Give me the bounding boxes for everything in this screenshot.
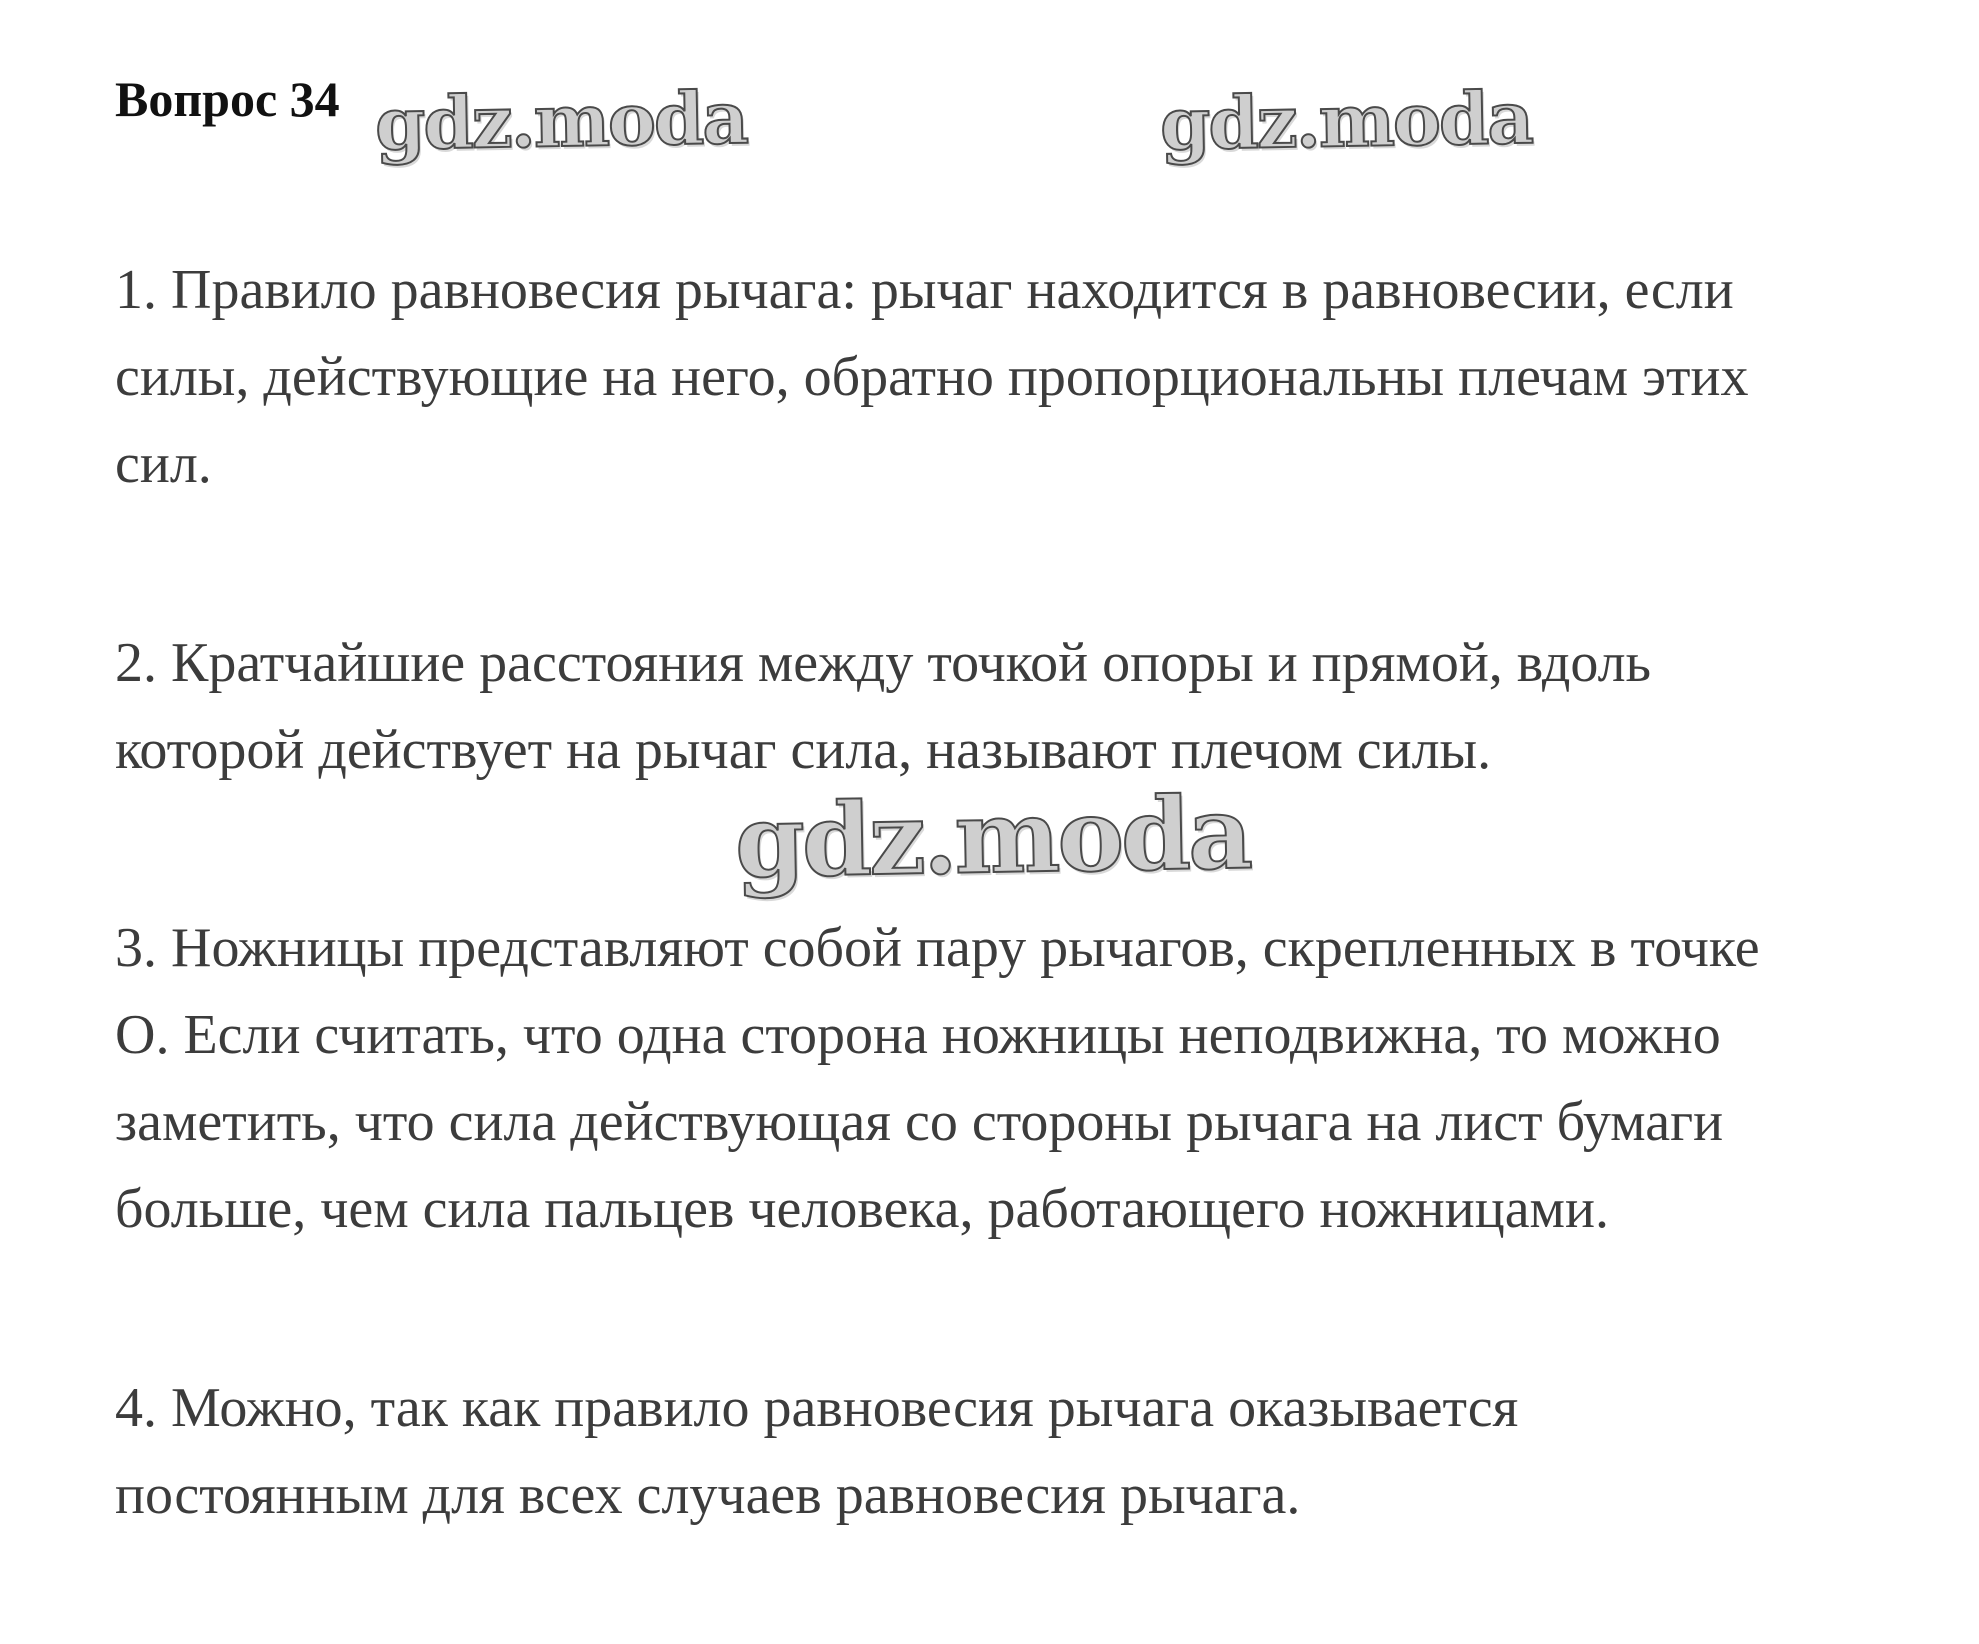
text-line: О. Если считать, что одна сторона ножницы неподвижна, то можно: [115, 1004, 1721, 1066]
answer-paragraph-2: [115, 620, 1875, 794]
text-line: 2. Кратчайшие расстояния между точкой опоры и прямой, вдоль: [115, 632, 1652, 694]
answer-paragraph-4: [115, 1365, 1875, 1539]
text-line: 4. Можно, так как правило равновесия рычага оказывается: [115, 1377, 1519, 1439]
text-line: 1. Правило равновесия рычага: рычаг находится в равновесии, если: [115, 259, 1734, 321]
watermark-logo: gdz.moda: [1159, 74, 1533, 167]
watermark-logo: gdz.moda: [734, 773, 1251, 901]
text-line: заметить, что сила действующая со стороны рычага на лист бумаги: [115, 1091, 1724, 1153]
text-line: которой действует на рычаг сила, называют плечом силы.: [115, 719, 1492, 781]
text-line: силы, действующие на него, обратно пропорциональны плечам этих: [115, 346, 1749, 408]
watermark-logo: gdz.moda: [374, 74, 748, 167]
text-line: постоянным для всех случаев равновесия рычага.: [115, 1464, 1301, 1526]
answer-paragraph-3: [115, 905, 1875, 1253]
text-line: больше, чем сила пальцев человека, работающего ножницами.: [115, 1178, 1609, 1240]
answer-paragraph-1: [115, 247, 1875, 508]
question-heading: Вопрос 34: [115, 71, 340, 127]
text-line: 3. Ножницы представляют собой пару рычагов, скрепленных в точке: [115, 917, 1760, 979]
text-line: сил.: [115, 433, 212, 495]
